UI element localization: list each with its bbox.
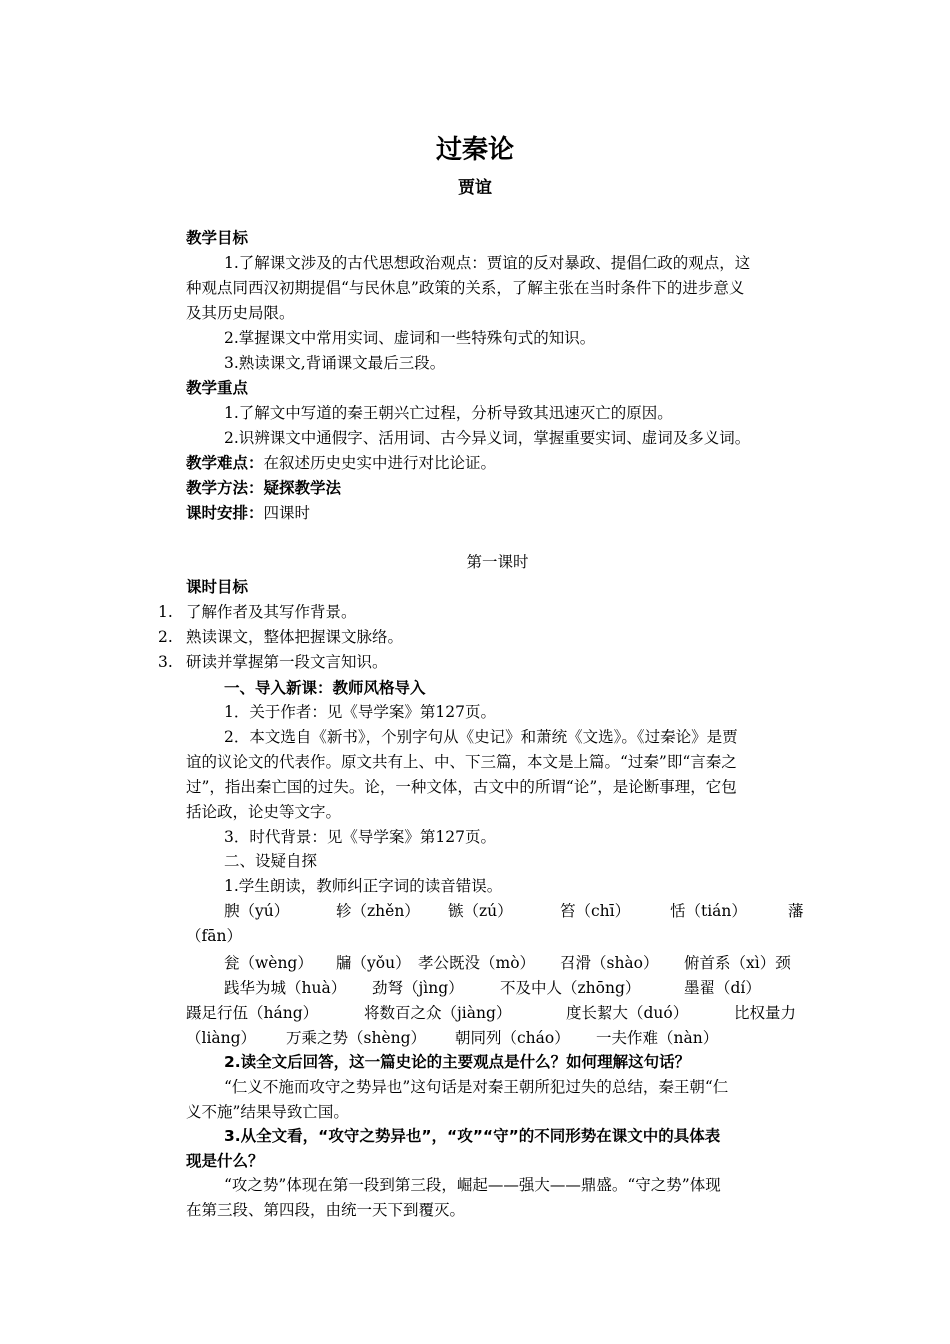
- pron-item: 一夫作难（nàn）: [596, 1029, 719, 1047]
- pron-item: 墨翟（dí）: [684, 979, 761, 997]
- pron-item: 万乘之势（shèng）: [286, 1029, 427, 1047]
- teaching-goal-line: 1.了解课文涉及的古代思想政治观点：贾谊的反对暴政、提倡仁政的观点，这: [224, 254, 751, 272]
- answer-2-line: 义不施”结果导致亡国。: [186, 1103, 349, 1121]
- teaching-focus-heading: 教学重点: [186, 379, 249, 397]
- teaching-goal-line: 种观点同西汉初期提倡“与民休息”政策的关系，了解主张在当时条件下的进步意义: [186, 279, 745, 297]
- pron-item: 蹑足行伍（háng）: [186, 1004, 319, 1022]
- teaching-goals-heading: 教学目标: [186, 229, 249, 247]
- lesson-goal-number: 2.: [158, 628, 173, 646]
- pron-item: 召滑（shào）: [560, 954, 659, 972]
- pron-item: 恬（tián）: [670, 902, 747, 920]
- pron-item: 孝公既没（mò）: [418, 954, 536, 972]
- pron-item: 将数百之众（jiàng）: [364, 1004, 512, 1022]
- teaching-focus-line: 2.识辨课文中通假字、活用词、古今异义词，掌握重要实词、虚词及多义词。: [224, 429, 751, 447]
- pron-item: 俯首系（xì）颈: [684, 954, 791, 972]
- pron-item: 践华为城（huà）: [224, 979, 347, 997]
- lesson-goal-number: 3.: [158, 653, 173, 671]
- question-2: 2.读全文后回答，这一篇史论的主要观点是什么？如何理解这句话？: [224, 1053, 691, 1071]
- pron-item: 牖（yǒu）: [336, 954, 411, 972]
- pron-item: （liàng）: [186, 1029, 257, 1047]
- answer-2-line: “仁义不施而攻守之势异也”这句话是对秦王朝所犯过失的总结，秦王朝“仁: [224, 1078, 729, 1096]
- intro-item-2-line: 2．本文选自《新书》，个别字句从《史记》和萧统《文选》。《过秦论》是贾: [224, 728, 738, 746]
- intro-item-3: 3．时代背景：见《导学案》第127页。: [224, 828, 496, 846]
- intro-item-2-line: 谊的议论文的代表作。原文共有上、中、下三篇，本文是上篇。“过秦”即“言秦之: [186, 753, 737, 771]
- difficulty-label: 教学难点：: [186, 454, 264, 472]
- explore-heading: 二、设疑自探: [224, 852, 318, 870]
- lesson-heading: 第一课时: [466, 553, 529, 571]
- teaching-goal-line: 2.掌握课文中常用实词、虚词和一些特殊句式的知识。: [224, 329, 596, 347]
- intro-item-2-line: 过”，指出秦亡国的过失。论，一种文体，古文中的所谓“论”，是论断事理，它包: [186, 778, 737, 796]
- pron-item: 朝同列（cháo）: [455, 1029, 570, 1047]
- pron-item: 轸（zhěn）: [336, 902, 420, 920]
- pron-item: 比权量力: [734, 1004, 797, 1022]
- lesson-goal-text: 熟读课文，整体把握课文脉络。: [186, 628, 404, 646]
- teaching-focus-line: 1.了解文中写道的秦王朝兴亡过程，分析导致其迅速灭亡的原因。: [224, 404, 673, 422]
- difficulty-text: 在叙述历史史实中进行对比论证。: [263, 454, 497, 472]
- lesson-goal-number: 1.: [158, 603, 173, 621]
- pron-item: 笞（chī）: [560, 902, 631, 920]
- teaching-goal-line: 及其历史局限。: [186, 304, 295, 322]
- explore-item-1: 1.学生朗读，教师纠正字词的读音错误。: [224, 877, 503, 895]
- intro-item-2-line: 括论政，论史等文字。: [186, 803, 342, 821]
- method-label: 教学方法：疑探教学法: [186, 479, 342, 497]
- schedule-row: [186, 501, 310, 526]
- lesson-goal-text: 了解作者及其写作背景。: [186, 603, 357, 621]
- author-name: 贾谊: [458, 178, 492, 198]
- pron-item: 镞（zú）: [448, 902, 513, 920]
- page-title: 过秦论: [435, 135, 514, 165]
- lesson-goal-text: 研读并掌握第一段文言知识。: [186, 653, 388, 671]
- pron-item: （fān）: [186, 927, 242, 945]
- pron-item: 劲弩（jìng）: [372, 979, 464, 997]
- pron-item: 腴（yú）: [224, 902, 290, 920]
- answer-3-line: 在第三段、第四段，由统一天下到覆灭。: [186, 1201, 466, 1219]
- schedule-label: 课时安排：: [186, 504, 264, 522]
- pron-item: 不及中人（zhōng）: [500, 979, 641, 997]
- lesson-goals-heading: 课时目标: [186, 578, 249, 596]
- schedule-text: 四课时: [263, 504, 311, 522]
- intro-item-1: 1．关于作者：见《导学案》第127页。: [224, 703, 496, 721]
- teaching-goal-line: 3.熟读课文,背诵课文最后三段。: [224, 354, 446, 372]
- difficulty-row: [186, 451, 496, 476]
- pron-item: 度长絜大（duó）: [566, 1004, 689, 1022]
- intro-heading: 一、导入新课：教师风格导入: [224, 678, 426, 697]
- answer-3-line: “攻之势”体现在第一段到第三段，崛起——强大——鼎盛。“守之势”体现: [224, 1176, 721, 1194]
- question-3-line: 3.从全文看，“攻守之势异也”，“攻”“守”的不同形势在课文中的具体表: [224, 1127, 721, 1145]
- pron-item: 藩: [788, 902, 804, 920]
- pron-item: 瓮（wèng）: [224, 954, 313, 972]
- question-3-line: 现是什么？: [186, 1152, 264, 1170]
